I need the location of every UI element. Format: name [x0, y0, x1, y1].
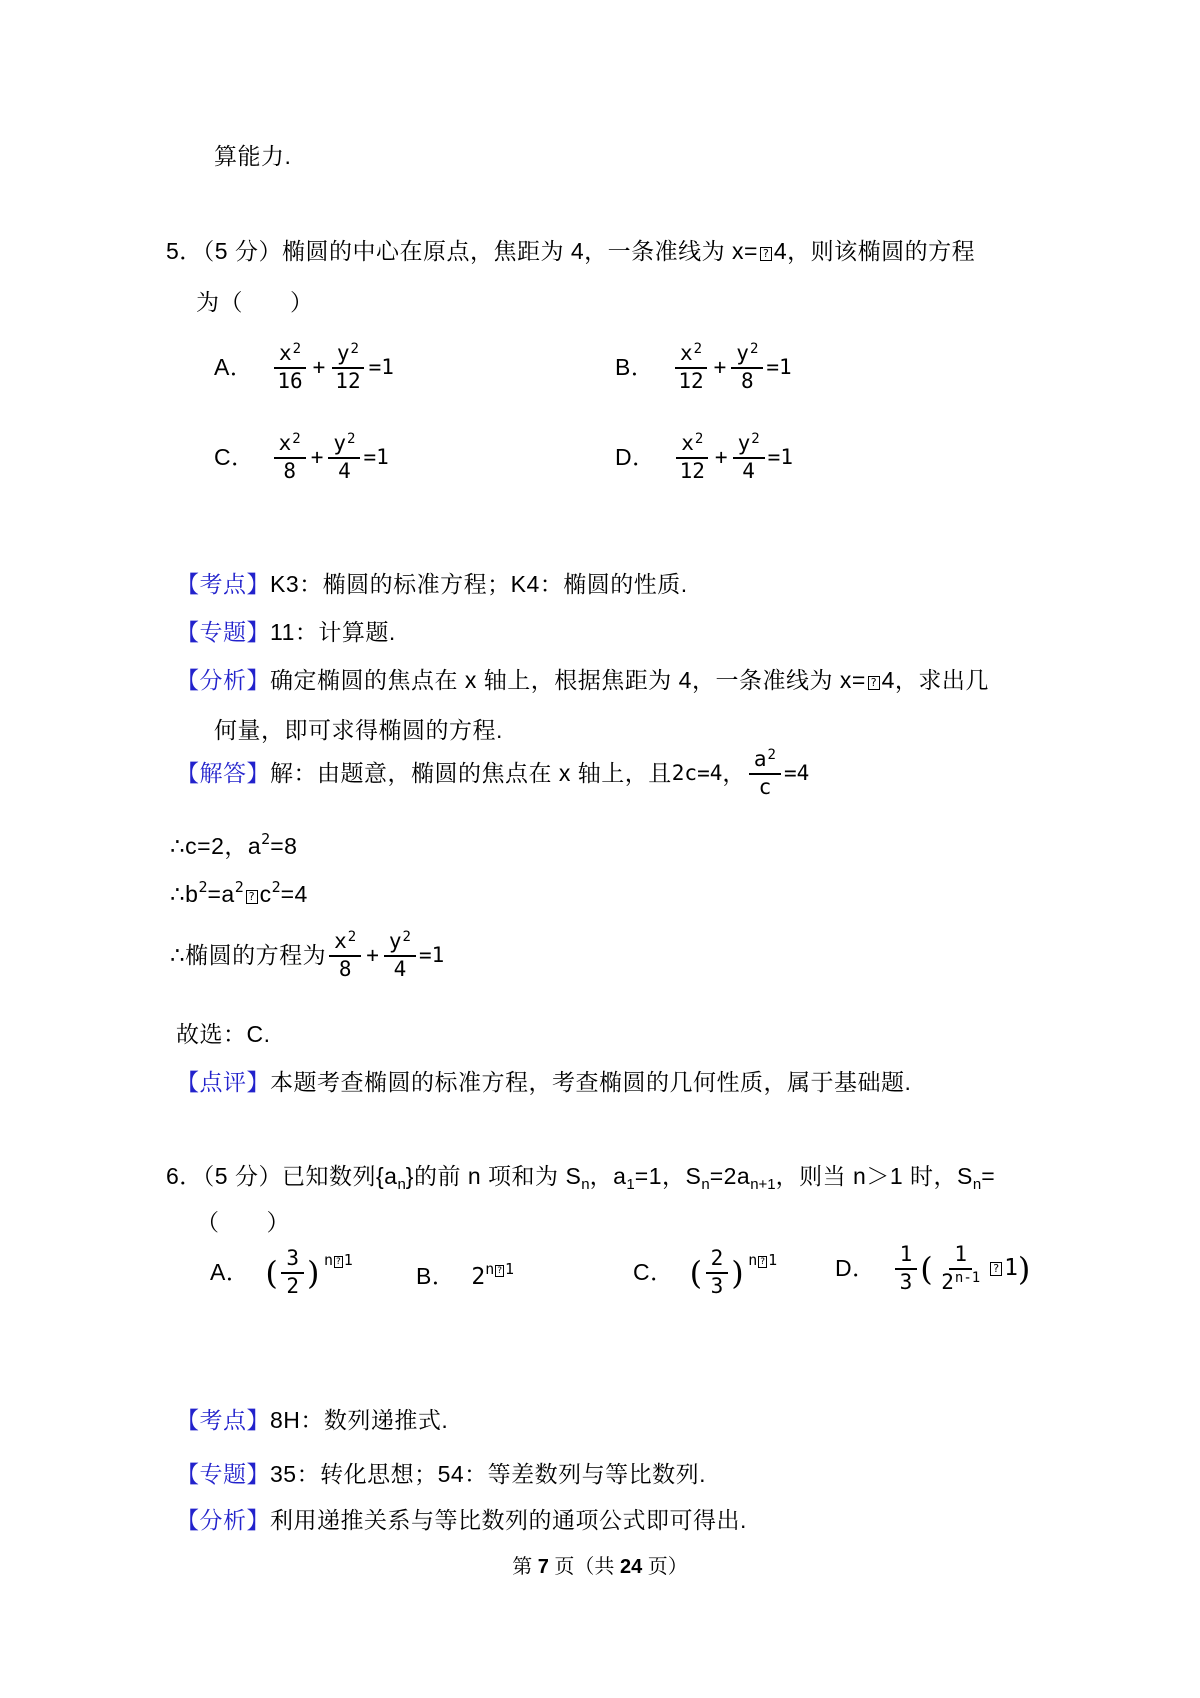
- fraction-numerator: [733, 432, 765, 459]
- math-var: 1: [768, 1251, 778, 1269]
- plus-sign: +: [714, 444, 728, 469]
- math-var: n: [485, 1260, 495, 1278]
- superscript: 2: [347, 431, 356, 447]
- superscript: 2: [694, 431, 704, 447]
- equals-one: =1: [368, 354, 394, 379]
- fenxi-label: 【分析】: [176, 667, 270, 693]
- equals-four: =4: [783, 760, 810, 785]
- q5-conclusion-2: [170, 878, 308, 910]
- missing-glyph-box: ?: [868, 676, 880, 690]
- paragraph-continuation: [214, 142, 291, 172]
- superscript: 2: [234, 878, 244, 896]
- text-run: =: [981, 1163, 996, 1189]
- superscript: 2: [749, 341, 759, 357]
- math-var: 1: [343, 1251, 353, 1269]
- footer-text: 页（共: [548, 1556, 620, 1578]
- fraction-denominator: 8: [283, 458, 296, 483]
- text-run: 35：转化思想；54：等差数列与等比数列.: [270, 1461, 707, 1487]
- right-paren: ): [1017, 1249, 1031, 1288]
- plus-sign: +: [713, 354, 727, 379]
- fraction: [384, 930, 416, 981]
- text-run: =4: [280, 881, 308, 907]
- fraction-numerator: [676, 432, 708, 459]
- q5-zhuanti-line: [176, 618, 396, 648]
- option-label: C．: [214, 443, 255, 470]
- missing-glyph-box: ?: [336, 1257, 341, 1267]
- math-var: n: [748, 1251, 758, 1269]
- text-run: =1，S: [634, 1163, 702, 1189]
- superscript: n-1: [954, 1269, 981, 1286]
- q5-conclusion-3: [170, 930, 444, 981]
- q6-option-d: [835, 1243, 1031, 1294]
- kaodian-label: 【考点】: [176, 571, 270, 597]
- fraction-numerator: [328, 432, 360, 459]
- total-pages: 24: [620, 1556, 643, 1578]
- fraction-denominator: 4: [742, 458, 755, 483]
- left-paren: (: [920, 1249, 934, 1288]
- superscript: 2: [767, 747, 776, 763]
- math-var: y: [737, 431, 751, 455]
- zhuanti-label: 【专题】: [176, 619, 270, 645]
- q5-option-a: [214, 342, 394, 393]
- exponent: [485, 1260, 514, 1278]
- math-var: y: [336, 341, 350, 365]
- fraction: [895, 1243, 918, 1294]
- superscript: 2: [751, 431, 760, 447]
- text-run: c: [259, 881, 272, 907]
- q5-jieda-line: [176, 748, 809, 799]
- fraction-numerator: 2: [706, 1247, 729, 1274]
- math-base: 2: [471, 1264, 486, 1290]
- q5-kaodian-line: [176, 570, 688, 600]
- fenxi-label: 【分析】: [176, 1507, 270, 1533]
- subscript: n+1: [750, 1176, 776, 1193]
- option-label: A．: [210, 1258, 250, 1285]
- text-run: 为（ ）: [196, 289, 314, 315]
- math-var: x: [278, 431, 292, 455]
- missing-glyph-box: ?: [497, 1266, 503, 1276]
- text-run: 4，求出几: [881, 667, 989, 693]
- text-run: ，: [722, 759, 746, 786]
- superscript: 2: [292, 341, 302, 357]
- fraction-denominator: [936, 1270, 985, 1295]
- exponent: [324, 1251, 353, 1271]
- superscript: 2: [693, 341, 703, 357]
- plus-sign: +: [312, 354, 326, 379]
- text-run: 利用递推关系与等比数列的通项公式即可得出.: [270, 1507, 747, 1533]
- fraction-denominator: 4: [338, 458, 351, 483]
- left-paren: (: [265, 1253, 279, 1292]
- fraction-numerator: [332, 342, 364, 369]
- math-var: x: [278, 341, 292, 365]
- kaodian-label: 【考点】: [176, 1407, 270, 1433]
- math-var: 1: [1004, 1254, 1018, 1281]
- fraction: [281, 1247, 304, 1298]
- text-run: 确定椭圆的焦点在 x 轴上，根据焦距为 4，一条准线为 x=: [270, 667, 866, 693]
- text-run: 6．（5 分）已知数列{a: [166, 1163, 398, 1189]
- subscript: 1: [626, 1176, 635, 1193]
- fraction: [328, 432, 360, 483]
- fraction-numerator: [384, 930, 416, 957]
- fraction: [733, 432, 765, 483]
- math-run: 2c=4: [671, 760, 723, 785]
- fraction-numerator: [749, 748, 781, 775]
- text-run: 5．（5 分）椭圆的中心在原点，焦距为 4，一条准线为 x=: [166, 238, 758, 264]
- q6-kaodian-line: [176, 1406, 448, 1436]
- equals-one: =1: [418, 942, 445, 967]
- exponent: [748, 1251, 777, 1271]
- superscript: 2: [292, 431, 301, 447]
- math-var: 1: [505, 1260, 515, 1278]
- math-var: a: [753, 747, 767, 771]
- fraction: [272, 342, 307, 393]
- option-label: B．: [615, 353, 655, 380]
- text-run: ∴椭圆的方程为: [170, 941, 327, 968]
- text-run: （ ）: [196, 1209, 290, 1235]
- fraction: [749, 748, 781, 799]
- equals-one: =1: [767, 444, 793, 469]
- text-run: K3：椭圆的标准方程；K4：椭圆的性质.: [270, 571, 688, 597]
- right-paren: ): [731, 1253, 745, 1292]
- dianping-label: 【点评】: [176, 1069, 270, 1095]
- superscript: 2: [198, 878, 208, 896]
- fraction: [329, 930, 361, 981]
- text-run: 故选：C.: [176, 1021, 271, 1047]
- plus-sign: +: [366, 942, 379, 967]
- q5-fenxi-line1: [176, 666, 989, 696]
- fraction-denominator: 3: [710, 1273, 724, 1298]
- q6-option-a: [210, 1247, 353, 1298]
- math-var: y: [333, 431, 347, 455]
- fraction: [731, 342, 763, 393]
- text-run: 本题考查椭圆的标准方程，考查椭圆的几何性质，属于基础题.: [270, 1069, 912, 1095]
- fraction-denominator: 16: [277, 368, 303, 393]
- text-run: =2a: [709, 1163, 751, 1189]
- q6-option-c: [633, 1247, 777, 1298]
- q5-stem-line2: [196, 288, 314, 318]
- page-footer: [0, 1550, 1200, 1579]
- option-label: D．: [615, 443, 656, 470]
- plus-sign: +: [310, 444, 324, 469]
- option-label: A．: [214, 353, 254, 380]
- superscript: 2: [347, 929, 357, 945]
- superscript: 2: [271, 878, 281, 896]
- q5-conclusion-1: [170, 830, 297, 862]
- text-run: ，则当 n＞1 时，S: [775, 1163, 973, 1189]
- text-run: 何量，即可求得椭圆的方程.: [214, 717, 503, 743]
- fraction-denominator: 12: [679, 458, 705, 483]
- text-run: 4，则该椭圆的方程: [773, 238, 976, 264]
- q6-option-b: [416, 1260, 514, 1293]
- text-run: =8: [270, 833, 298, 859]
- fraction-numerator: [731, 342, 763, 369]
- math-var: y: [388, 929, 402, 953]
- fraction: [936, 1243, 985, 1294]
- superscript: 2: [402, 929, 411, 945]
- text-run: 解：由题意，椭圆的焦点在 x 轴上，且: [270, 759, 672, 786]
- fraction-numerator: [274, 432, 306, 459]
- missing-glyph-box: ?: [760, 1257, 766, 1267]
- text-run: ∴b: [170, 881, 199, 907]
- fraction-denominator: 12: [335, 368, 361, 393]
- right-paren: ): [306, 1253, 320, 1292]
- fraction: [673, 342, 708, 393]
- fraction-denominator: 4: [393, 956, 407, 981]
- q6-zhuanti-line: [176, 1460, 706, 1490]
- option-label: C．: [633, 1258, 674, 1285]
- text-run: 算能力.: [214, 143, 292, 169]
- left-paren: (: [689, 1253, 703, 1292]
- fraction-denominator: 2: [286, 1273, 299, 1298]
- fraction-numerator: [675, 342, 707, 369]
- text-run: 8H：数列递推式.: [270, 1407, 449, 1433]
- missing-glyph-box: ?: [760, 247, 772, 261]
- text-run: ，a: [589, 1163, 627, 1189]
- q5-answer-line: [176, 1020, 271, 1050]
- subscript: n: [972, 1176, 982, 1193]
- missing-glyph-box: ?: [990, 1262, 1002, 1276]
- q5-stem-line1: [166, 237, 975, 267]
- fraction-numerator: [329, 930, 361, 957]
- fraction: [330, 342, 365, 393]
- q6-fenxi-line: [176, 1506, 747, 1536]
- text-run: =a: [207, 881, 235, 907]
- math-var: y: [736, 341, 749, 365]
- q6-stem-line2: [196, 1208, 290, 1238]
- text-run: ∴c=2，a: [170, 833, 262, 859]
- fraction-denominator: 8: [338, 956, 352, 981]
- q5-fenxi-line2: [214, 716, 503, 746]
- text-run: 11：计算题.: [270, 619, 396, 645]
- q5-option-c: [214, 432, 389, 483]
- q6-stem-line1: [166, 1162, 995, 1195]
- equals-one: =1: [766, 354, 792, 379]
- fraction-denominator: c: [758, 774, 772, 799]
- fraction: [706, 1247, 729, 1298]
- math-var: x: [679, 341, 693, 365]
- q5-option-b: [615, 342, 792, 393]
- math-var: 2: [941, 1269, 954, 1294]
- page-number: 7: [537, 1556, 549, 1578]
- text-run: }的前 n 项和为 S: [405, 1163, 582, 1189]
- option-label: D．: [835, 1254, 876, 1281]
- q5-option-d: [615, 432, 793, 483]
- equals-one: =1: [363, 444, 389, 469]
- zhuanti-label: 【专题】: [176, 1461, 270, 1487]
- subscript: n: [581, 1176, 590, 1193]
- math-var: x: [681, 431, 694, 455]
- footer-text: 页）: [642, 1556, 688, 1578]
- math-var: x: [334, 929, 347, 953]
- footer-text: 第: [512, 1556, 538, 1578]
- subscript: n: [397, 1176, 406, 1193]
- subscript: n: [701, 1176, 710, 1193]
- fraction-denominator: 8: [741, 368, 754, 393]
- fraction-denominator: 3: [899, 1269, 913, 1294]
- fraction-numerator: 1: [949, 1243, 972, 1270]
- q5-dianping-line: [176, 1068, 911, 1098]
- superscript: 2: [261, 830, 271, 848]
- fraction: [274, 432, 306, 483]
- jieda-label: 【解答】: [176, 759, 270, 786]
- fraction-denominator: 12: [678, 368, 704, 393]
- fraction-numerator: [274, 342, 306, 369]
- math-var: n: [323, 1251, 333, 1269]
- fraction-numerator: 3: [281, 1247, 304, 1274]
- option-label: B．: [416, 1263, 456, 1289]
- missing-glyph-box: ?: [246, 890, 258, 904]
- superscript: 2: [350, 341, 359, 357]
- fraction: [675, 432, 710, 483]
- fraction-numerator: 1: [895, 1243, 918, 1270]
